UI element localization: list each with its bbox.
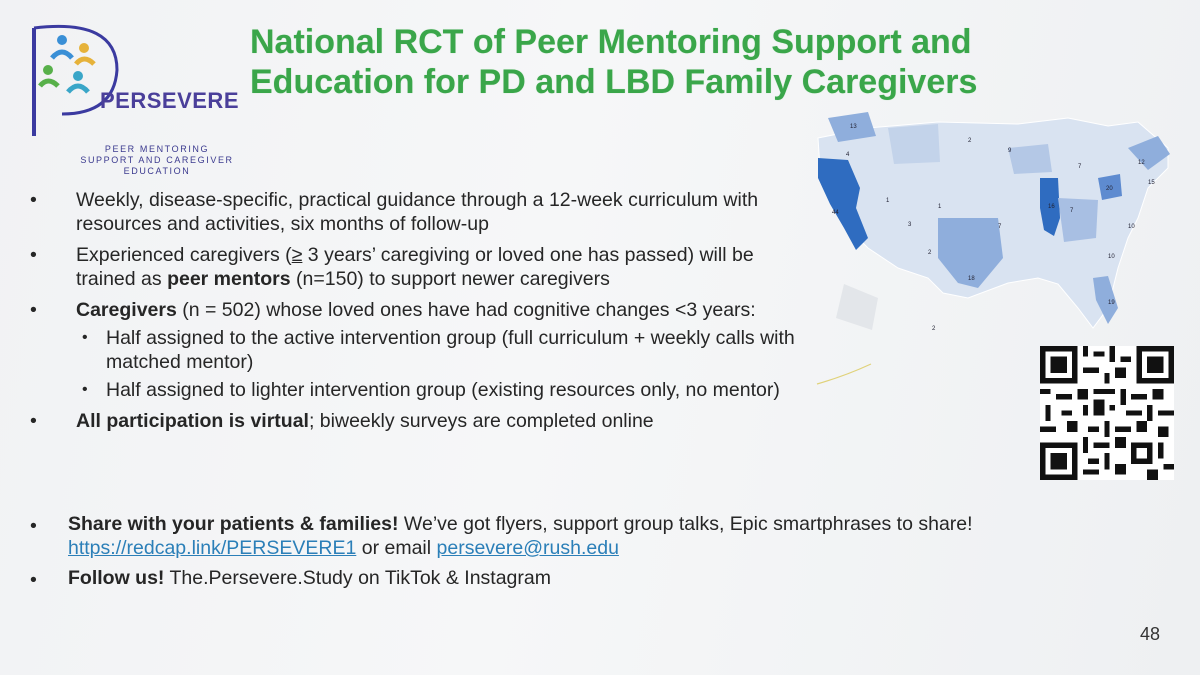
map-label: 4 bbox=[846, 152, 850, 158]
map-label: 19 bbox=[1108, 300, 1115, 306]
map-label: 20 bbox=[1106, 186, 1113, 192]
title-line-1: National RCT of Peer Mentoring Support and bbox=[250, 23, 972, 61]
redcap-link[interactable]: https://redcap.link/PERSEVERE1 bbox=[68, 537, 357, 559]
bullet-peer-mentors: • Experienced caregivers (≥ 3 years’ caregiving or loved one has passed) will be trained as peer mentors (n=150) to support newer caregivers bbox=[30, 244, 754, 290]
map-label: 13 bbox=[850, 124, 857, 130]
map-label: 3 bbox=[908, 222, 912, 228]
us-map-graphic bbox=[808, 108, 1200, 340]
pen-mark-decoration bbox=[815, 360, 875, 390]
sub-bullet-active-group: • Half assigned to the active intervention group (full curriculum + weekly calls with matched mentor) bbox=[82, 327, 795, 373]
map-label: 12 bbox=[1138, 160, 1145, 166]
map-label: 2 bbox=[968, 138, 972, 144]
map-label: 18 bbox=[968, 276, 975, 282]
bullet-curriculum: • Weekly, disease-specific, practical guidance through a 12-week curriculum with resources and activities, six months of follow-up bbox=[30, 189, 759, 235]
sub-bullet-lighter-group: • Half assigned to lighter intervention group (existing resources only, no mentor) bbox=[82, 379, 780, 401]
map-label: 2 bbox=[928, 250, 932, 256]
logo-tagline: PEER MENTORING SUPPORT AND CAREGIVER EDUCATION bbox=[80, 144, 234, 176]
slide-title bbox=[250, 22, 1090, 102]
bottom-bullet-list bbox=[30, 512, 1150, 596]
map-label: 9 bbox=[1008, 148, 1012, 154]
logo-graphic-icon bbox=[22, 18, 232, 138]
map-label: 10 bbox=[1108, 254, 1115, 260]
map-label: 44 bbox=[832, 210, 839, 216]
email-link[interactable]: persevere@rush.edu bbox=[436, 537, 619, 559]
map-label: 7 bbox=[1070, 208, 1074, 214]
qr-code-icon[interactable] bbox=[1040, 346, 1174, 480]
map-label: 2 bbox=[932, 326, 936, 332]
map-label: 1 bbox=[938, 204, 942, 210]
bullet-share: • Share with your patients & families! We’ve got flyers, support group talks, Epic smartphrases to share! https://redcap.link/PERSEVERE1 or email persevere@rush.edu bbox=[30, 513, 973, 559]
logo-wordmark: PERSEVERE bbox=[100, 88, 239, 113]
map-label: 16 bbox=[1048, 204, 1055, 210]
bullet-follow: • Follow us! The.Persevere.Study on TikTok & Instagram bbox=[30, 567, 551, 591]
title-line-2: Education for PD and LBD Family Caregivers bbox=[250, 63, 978, 101]
map-label: 7 bbox=[1078, 164, 1082, 170]
map-label: 1 bbox=[886, 198, 890, 204]
bullet-caregivers: • Caregivers (n = 502) whose loved ones have had cognitive changes <3 years: • Half assigned to the active intervention group (full curriculum + weekly calls with matched mentor) • Half assigned to lighter intervention group (existing resources only, no mentor) bbox=[30, 298, 810, 402]
persevere-logo bbox=[22, 18, 239, 176]
map-label: 15 bbox=[1148, 180, 1155, 186]
main-bullet-list bbox=[30, 188, 810, 440]
bullet-virtual: • All participation is virtual; biweekly surveys are completed online bbox=[30, 410, 654, 432]
page-number: 48 bbox=[1140, 624, 1161, 644]
map-label: 7 bbox=[998, 224, 1002, 230]
map-label: 10 bbox=[1128, 224, 1135, 230]
